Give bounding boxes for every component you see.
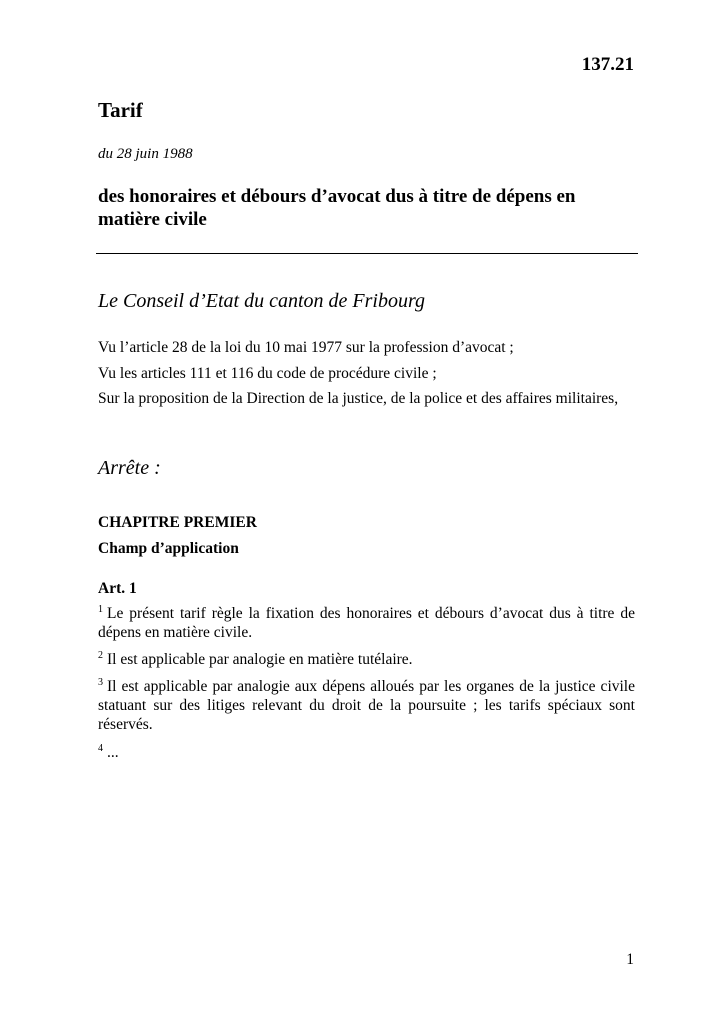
document-date: du 28 juin 1988 (98, 146, 193, 162)
alinea-text: Il est applicable par analogie aux dépens alloués par les organes de la justice civile statuant sur des litiges relevant du droit de la poursuite ; les tarifs spéciaux sont réservés. (98, 678, 635, 733)
alinea-4 (98, 743, 635, 762)
alinea-1 (98, 604, 635, 642)
document-title: Tarif (98, 98, 143, 122)
alinea-2 (98, 650, 635, 669)
chapter-subtitle: Champ d’application (98, 540, 239, 557)
alinea-number: 2 (98, 649, 103, 661)
alinea-number: 3 (98, 676, 103, 688)
alinea-text: ... (107, 744, 119, 761)
consideration-1: Vu l’article 28 de la loi du 10 mai 1977 sur la profession d’avocat ; (98, 339, 514, 356)
alinea-number: 4 (98, 742, 103, 754)
alinea-3 (98, 677, 635, 734)
issuing-authority: Le Conseil d’Etat du canton de Fribourg (98, 290, 426, 312)
alinea-text: Il est applicable par analogie en matière tutélaire. (107, 651, 413, 668)
document-subtitle: des honoraires et débours d’avocat dus à titre de dépens en matière civile (98, 186, 576, 230)
title-divider (96, 253, 638, 254)
consideration-2: Vu les articles 111 et 116 du code de procédure civile ; (98, 365, 437, 382)
consideration-3: Sur la proposition de la Direction de la justice, de la police et des affaires militaires, (98, 390, 619, 407)
arrete-heading: Arrête : (98, 457, 161, 479)
chapter-title: CHAPITRE PREMIER (98, 514, 257, 531)
article-title: Art. 1 (98, 580, 137, 597)
document-number: 137.21 (581, 54, 634, 75)
alinea-number: 1 (98, 603, 103, 615)
page-number: 1 (626, 951, 634, 968)
alinea-text: Le présent tarif règle la fixation des honoraires et débours d’avocat dus à titre de dépens en matière civile. (98, 605, 635, 641)
